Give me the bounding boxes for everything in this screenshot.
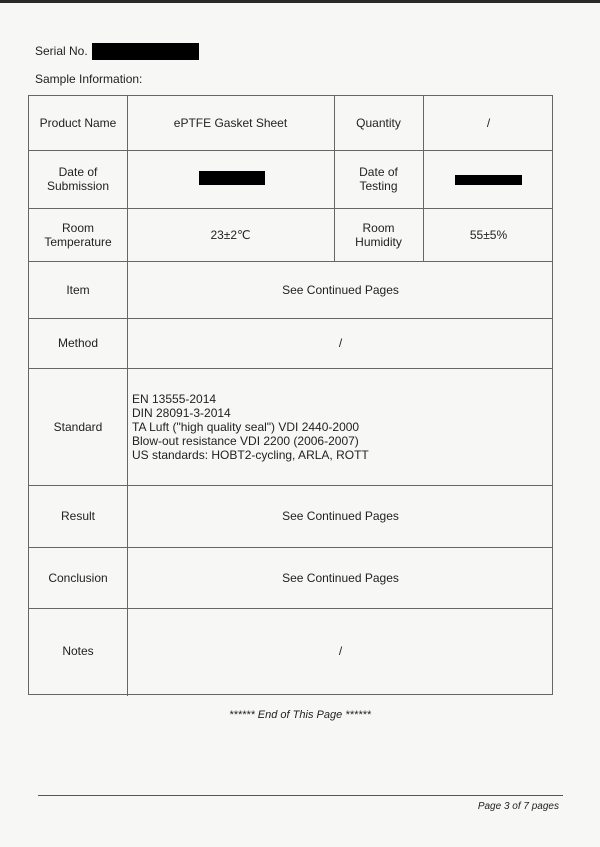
- room-humidity-label: [334, 208, 423, 261]
- sample-information-table: [28, 95, 553, 695]
- notes-label: Notes: [62, 644, 94, 658]
- conclusion-label: Conclusion: [48, 570, 108, 585]
- room-temperature-label: [29, 208, 127, 261]
- result-label: Result: [60, 509, 95, 523]
- date-of-testing-label: [334, 150, 423, 208]
- method-label: Method: [57, 336, 99, 350]
- date-of-testing-label-line2: Testing: [359, 179, 398, 193]
- page-top-edge: [0, 0, 600, 3]
- room-temperature-label-line1: Room: [61, 220, 94, 235]
- footer-divider: [38, 795, 563, 796]
- item-label: Item: [66, 282, 90, 297]
- date-of-submission-redaction: [199, 171, 265, 185]
- room-humidity-label-line1: Room: [362, 220, 395, 235]
- quantity-label: Quantity: [356, 116, 401, 130]
- room-humidity-value: 55±5%: [469, 227, 508, 242]
- serial-number-label: Serial No.: [35, 44, 88, 58]
- serial-number-redaction: [92, 43, 199, 60]
- standard-line: Blow-out resistance VDI 2200 (2006-2007): [132, 433, 359, 448]
- conclusion-value: See Continued Pages: [282, 570, 399, 585]
- product-name-value: ePTFE Gasket Sheet: [173, 116, 288, 130]
- standard-value: [127, 368, 554, 485]
- sample-information-heading: Sample Information:: [35, 72, 143, 86]
- standard-line: US standards: HOBT2-cycling, ARLA, ROTT: [132, 447, 369, 462]
- date-of-submission-label: [29, 150, 127, 208]
- method-value: /: [338, 336, 343, 350]
- quantity-value: /: [486, 116, 491, 130]
- notes-value: /: [338, 644, 343, 658]
- room-temperature-value: 23±2℃: [210, 227, 251, 242]
- room-humidity-label-line2: Humidity: [355, 234, 402, 249]
- page-number: Page 3 of 7 pages: [477, 801, 559, 812]
- end-of-page-marker: ****** End of This Page ******: [229, 709, 371, 721]
- item-value: See Continued Pages: [282, 282, 399, 297]
- result-value: See Continued Pages: [282, 509, 399, 523]
- standard-line: DIN 28091-3-2014: [132, 405, 231, 420]
- date-of-testing-label-line1: Date of: [359, 165, 398, 179]
- product-name-label: Product Name: [39, 116, 117, 130]
- date-of-submission-label-line2: Submission: [46, 179, 110, 193]
- room-temperature-label-line2: Temperature: [44, 234, 112, 249]
- standard-line: TA Luft ("high quality seal") VDI 2440-2000: [132, 419, 360, 434]
- standard-line: EN 13555-2014: [132, 391, 217, 406]
- date-of-testing-redaction: [455, 175, 522, 185]
- date-of-submission-label-line1: Date of: [58, 165, 98, 179]
- standard-label: Standard: [53, 419, 103, 434]
